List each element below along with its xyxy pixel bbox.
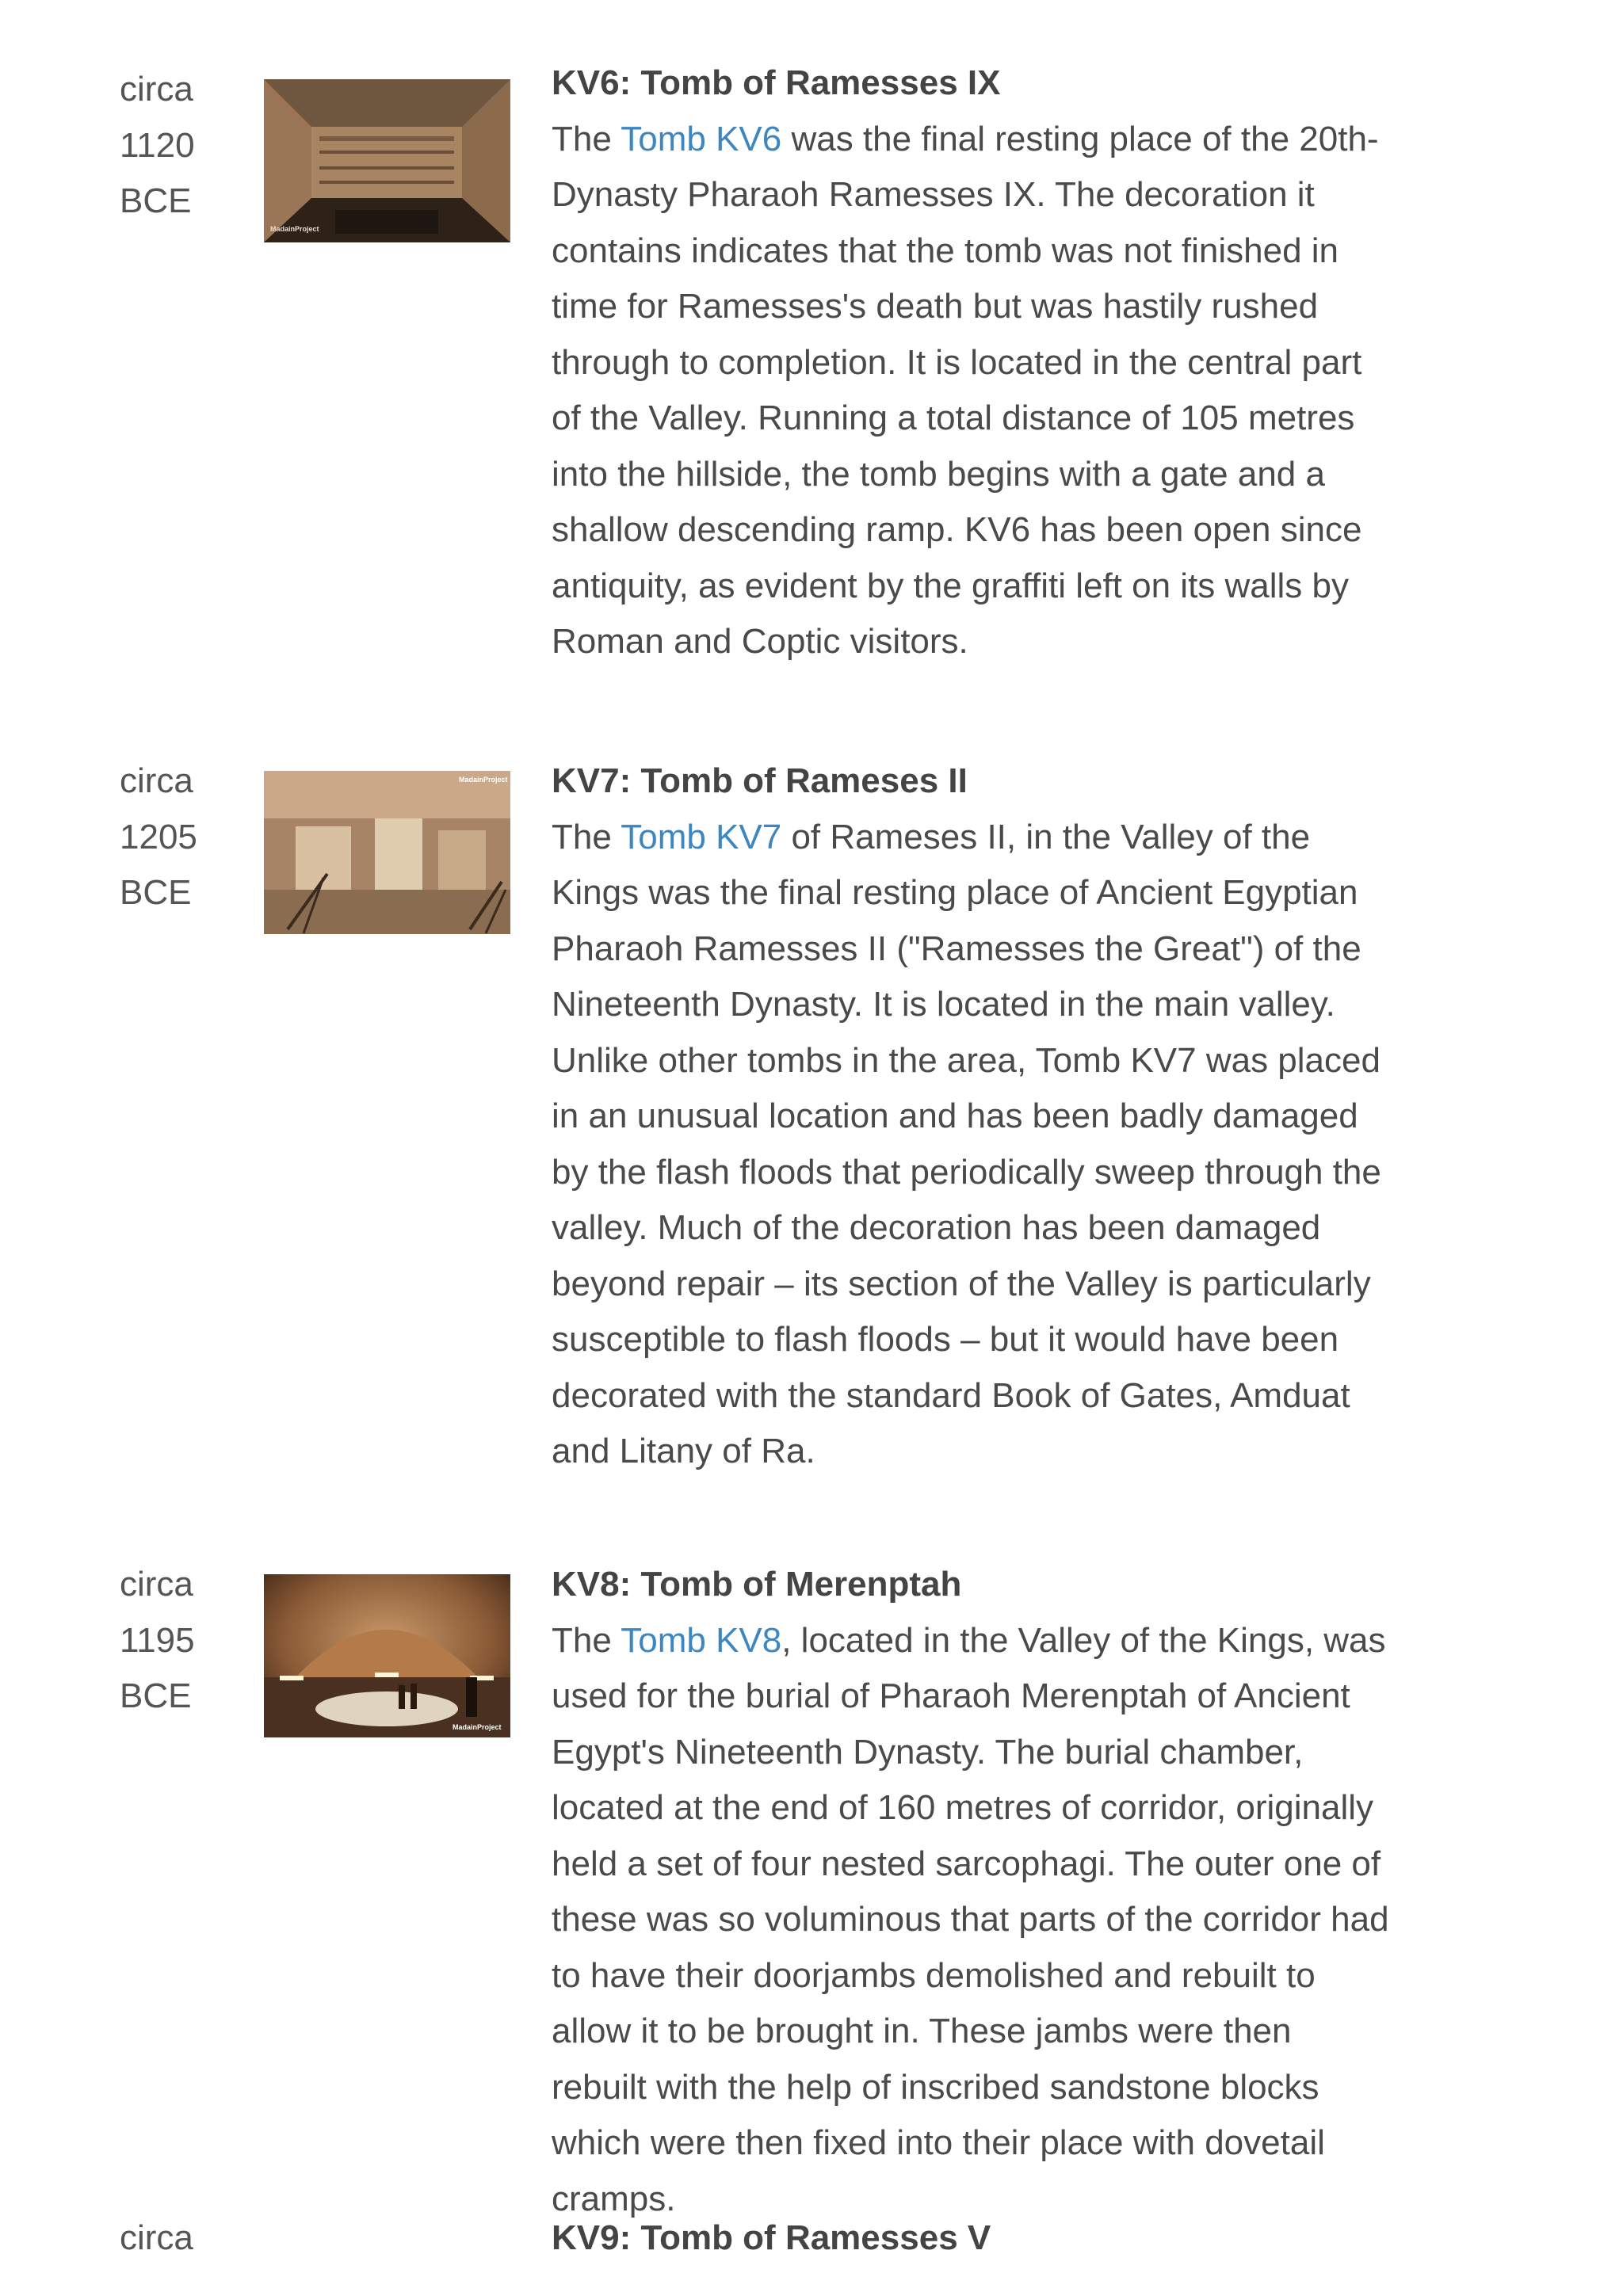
next-entry-date <box>120 2210 193 2228</box>
entry-body <box>552 1557 1392 2227</box>
entry-date: circa 1195 BCE <box>120 1565 195 1715</box>
entry-title: KV8: Tomb of Merenptah <box>552 1565 962 1604</box>
entry-date: circa 1120 BCE <box>120 70 195 220</box>
tomb-image-kv7[interactable] <box>264 771 510 934</box>
tomb-kv8-link[interactable]: Tomb KV8 <box>621 1620 782 1660</box>
entry-body <box>552 753 1392 1480</box>
entry-description: The Tomb KV7 of Rameses II, in the Valley of the Kings was the final resting place of Ancient Egyptian Pharaoh Ramesses II ("Ramesses the Great") of the Nineteenth Dynasty. It is located in the main valley. Unlike other tombs in the area, Tomb KV7 was placed in an unusual location and has been badly damaged by the flash floods that periodically sweep through the valley. Much of the decoration has been damaged beyond repair – its section of the Valley is particularly susceptible to flash floods – but it would have been decorated with the standard Book of Gates, Amduat and Litany of Ra. <box>552 817 1381 1470</box>
svg-text:MadainProject: MadainProject <box>270 225 319 233</box>
next-entry-title <box>552 2210 991 2228</box>
tomb-image-kv8[interactable] <box>264 1574 510 1737</box>
tomb-kv7-link[interactable]: Tomb KV7 <box>621 817 782 856</box>
entry-description: The Tomb KV8, located in the Valley of the Kings, was used for the burial of Pharaoh Merenptah of Ancient Egypt's Nineteenth Dynasty. The burial chamber, located at the end of 160 metres of corridor, originally held a set of four nested sarcophagi. The outer one of these was so voluminous that parts of the corridor had to have their doorjambs demolished and rebuilt to allow it to be brought in. These jambs were then rebuilt with the help of inscribed sandstone blocks which were then fixed into their place with dovetail cramps. <box>552 1620 1389 2218</box>
entry-body <box>552 62 1392 670</box>
entry-title: KV7: Tomb of Rameses II <box>552 761 968 800</box>
entry-description: The Tomb KV6 was the final resting place of the 20th-Dynasty Pharaoh Ramesses IX. The decoration it contains indicates that the tomb was not finished in time for Ramesses's death but was hastily rushed through to completion. It is located in the central part of the Valley. Running a total distance of 105 metres into the hillside, the tomb begins with a gate and a shallow descending ramp. KV6 has been open since antiquity, as evident by the graffiti left on its walls by Roman and Coptic visitors. <box>552 119 1379 661</box>
tomb-kv6-link[interactable]: Tomb KV6 <box>621 119 782 158</box>
entry-date: circa 1205 BCE <box>120 761 197 912</box>
tomb-image-kv6[interactable] <box>264 79 510 242</box>
svg-text:MadainProject: MadainProject <box>453 1723 502 1731</box>
entry-title: KV6: Tomb of Ramesses IX <box>552 63 1001 102</box>
svg-text:MadainProject: MadainProject <box>459 776 508 784</box>
